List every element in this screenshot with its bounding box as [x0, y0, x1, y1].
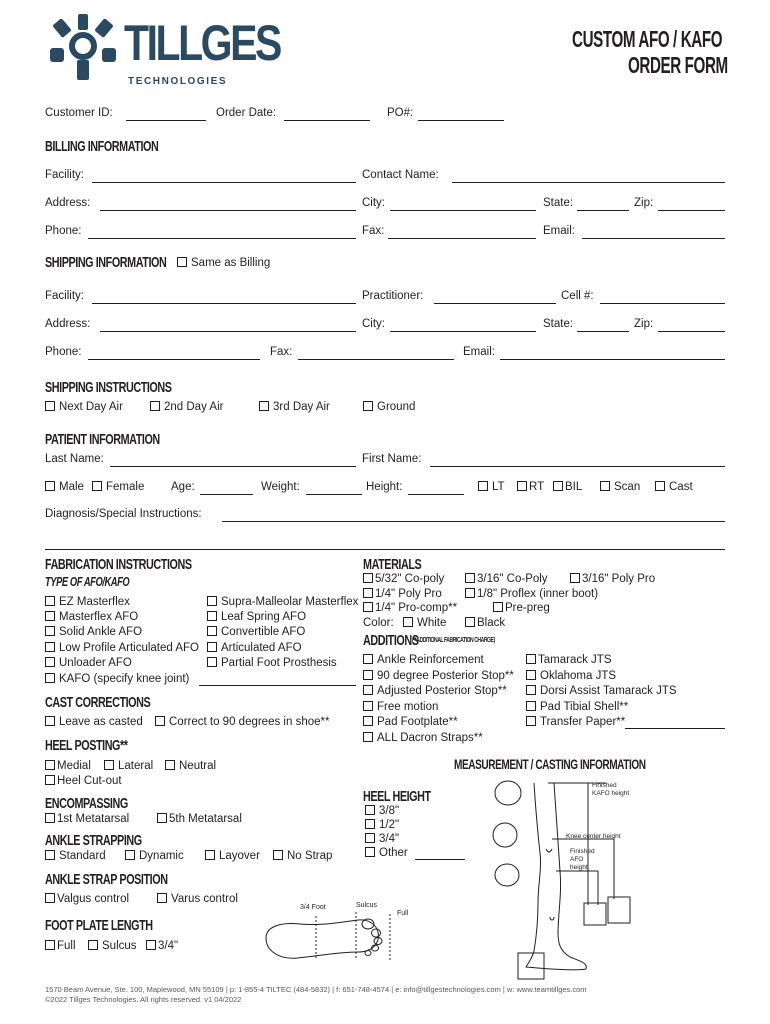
checkbox[interactable]: [88, 940, 98, 950]
shipping-zip-field[interactable]: [658, 331, 725, 332]
billing-phone-label: Phone:: [45, 225, 82, 237]
customer-id-field[interactable]: [126, 120, 206, 121]
checkbox[interactable]: [403, 617, 413, 627]
option-label: Ankle Reinforcement: [377, 654, 484, 666]
weight-label: Weight:: [261, 481, 300, 493]
option-label: Convertible AFO: [221, 626, 306, 638]
cast-option[interactable]: [655, 481, 693, 493]
logo-mark-icon: [44, 12, 122, 82]
fab-left-5[interactable]: [45, 673, 189, 685]
option-label: 1st Metatarsal: [57, 813, 130, 825]
mat-3-16-polypro[interactable]: [570, 573, 655, 585]
option-label: Pre-preg: [505, 602, 550, 614]
kafo-knee-joint-field[interactable]: [199, 685, 356, 686]
mat-1-8-proflex[interactable]: [465, 588, 598, 600]
option-label: 1/4" Poly Pro: [375, 588, 442, 600]
option-label: Medial: [57, 760, 91, 772]
option-label: Neutral: [179, 760, 217, 772]
shipping-email-label: Email:: [463, 346, 495, 358]
option-label: Adjusted Posterior Stop**: [377, 685, 507, 697]
shipping-instructions-heading: SHIPPING INSTRUCTIONS: [45, 379, 172, 396]
billing-phone-field[interactable]: [88, 238, 356, 239]
add-right-0[interactable]: [526, 654, 612, 666]
billing-email-field[interactable]: [582, 238, 725, 239]
checkbox[interactable]: [363, 573, 373, 583]
lateral-option[interactable]: [104, 760, 153, 772]
checkbox[interactable]: [45, 893, 55, 903]
add-left-1[interactable]: [363, 670, 514, 682]
checkbox[interactable]: [363, 602, 373, 612]
transfer-paper-field[interactable]: [625, 728, 725, 729]
option-label: 3rd Day Air: [273, 401, 330, 413]
add-right-2[interactable]: [526, 685, 677, 697]
add-right-3[interactable]: [526, 701, 628, 713]
checkbox[interactable]: [45, 775, 55, 785]
option-label: No Strap: [287, 850, 333, 862]
color-label: Color:: [363, 617, 394, 629]
checkbox[interactable]: [157, 813, 167, 823]
heel-height-1[interactable]: [365, 819, 399, 831]
billing-fax-label: Fax:: [362, 225, 385, 237]
checkbox[interactable]: [45, 626, 55, 636]
billing-state-label: State:: [543, 197, 574, 209]
option-label: 5th Metatarsal: [169, 813, 242, 825]
leg-measurement-diagram: [488, 775, 638, 985]
full-label: Full: [397, 910, 409, 917]
foot-plate-heading: FOOT PLATE LENGTH: [45, 917, 153, 934]
option-label: Partial Foot Prosthesis: [221, 657, 337, 669]
option-label: 5/32" Co-poly: [375, 573, 445, 585]
practitioner-label: Practitioner:: [362, 290, 424, 302]
checkbox[interactable]: [570, 573, 580, 583]
billing-city-label: City:: [362, 197, 385, 209]
rt-option[interactable]: [517, 481, 544, 493]
ankle-strapping-heading: ANKLE STRAPPING: [45, 832, 142, 849]
option-label: 1/4" Pro-comp**: [375, 602, 458, 614]
checkbox[interactable]: [92, 481, 102, 491]
correct-90-option[interactable]: [155, 716, 329, 728]
varus-option[interactable]: [157, 893, 238, 905]
checkbox[interactable]: [526, 716, 536, 726]
checkbox[interactable]: [365, 805, 375, 815]
same-as-billing-option[interactable]: [177, 257, 270, 269]
checkbox[interactable]: [478, 481, 488, 491]
option-label: Next Day Air: [59, 401, 123, 413]
cell-label: Cell #:: [561, 290, 594, 302]
checkbox[interactable]: [165, 760, 175, 770]
option-label: 3/4": [158, 940, 179, 952]
fab-left-4[interactable]: [45, 657, 132, 669]
standard-option[interactable]: [45, 850, 106, 862]
checkbox[interactable]: [45, 657, 55, 667]
full-option[interactable]: [45, 940, 76, 952]
option-label: Black: [477, 617, 506, 629]
billing-address-label: Address:: [45, 197, 91, 209]
add-right-1[interactable]: [526, 670, 616, 682]
form-title-line2: ORDER FORM: [628, 52, 728, 78]
option-label: 90 degree Posterior Stop**: [377, 670, 514, 682]
last-name-label: Last Name:: [45, 453, 104, 465]
checkbox[interactable]: [157, 893, 167, 903]
billing-city-field[interactable]: [390, 210, 536, 211]
option-label: 1/8" Proflex (inner boot): [477, 588, 599, 600]
billing-heading: BILLING INFORMATION: [45, 138, 159, 155]
shipping-state-field[interactable]: [577, 331, 629, 332]
first-name-label: First Name:: [362, 453, 422, 465]
dynamic-option[interactable]: [125, 850, 184, 862]
add-left-3[interactable]: [363, 701, 438, 713]
shipping-state-label: State:: [543, 318, 574, 330]
add-left-2[interactable]: [363, 685, 507, 697]
checkbox[interactable]: [146, 940, 156, 950]
checkbox[interactable]: [273, 850, 283, 860]
option-label: RT: [529, 481, 545, 493]
fab-right-0[interactable]: [207, 596, 358, 608]
heel-height-other[interactable]: [365, 847, 408, 859]
checkbox[interactable]: [45, 813, 55, 823]
add-right-4[interactable]: [526, 716, 625, 728]
shipping-phone-field[interactable]: [88, 359, 260, 360]
fabrication-heading: FABRICATION INSTRUCTIONS: [45, 556, 192, 573]
option-label: Heel Cut-out: [57, 775, 122, 787]
option-label: Supra-Malleolar Masterflex: [221, 596, 359, 608]
checkbox[interactable]: [45, 940, 55, 950]
checkbox[interactable]: [465, 617, 475, 627]
option-label: 3/16" Co-Poly: [477, 573, 548, 585]
checkbox[interactable]: [45, 401, 55, 411]
diagnosis-label: Diagnosis/Special Instructions:: [45, 508, 202, 520]
checkbox[interactable]: [45, 642, 55, 652]
heel-posting-heading: HEEL POSTING**: [45, 737, 128, 754]
patient-heading: PATIENT INFORMATION: [45, 431, 160, 448]
shipping-email-field[interactable]: [500, 359, 725, 360]
checkbox[interactable]: [465, 588, 475, 598]
checkbox[interactable]: [363, 716, 373, 726]
option-label: Unloader AFO: [59, 657, 132, 669]
billing-email-label: Email:: [543, 225, 575, 237]
checkbox[interactable]: [45, 673, 55, 683]
option-label: Layover: [219, 850, 260, 862]
option-label: 3/16" Poly Pro: [582, 573, 656, 585]
ground-option[interactable]: [363, 401, 415, 413]
checkbox[interactable]: [363, 670, 373, 680]
option-label: 3/8": [379, 805, 400, 817]
heel-height-2[interactable]: [365, 833, 399, 845]
option-label: Leaf Spring AFO: [221, 611, 307, 623]
billing-fax-field[interactable]: [388, 238, 536, 239]
layover-option[interactable]: [205, 850, 260, 862]
checkbox[interactable]: [207, 642, 217, 652]
footer-copyright: ©2022 Tillges Technologies. All rights reserved. v1 04/2022: [45, 995, 242, 1004]
order-date-label: Order Date:: [216, 107, 277, 119]
shipping-city-label: City:: [362, 318, 385, 330]
option-label: Full: [57, 940, 76, 952]
order-date-field[interactable]: [284, 120, 370, 121]
option-label: LT: [492, 481, 505, 493]
knee-center-label: Knee center height: [566, 833, 621, 840]
fab-left-0[interactable]: [45, 596, 130, 608]
male-option[interactable]: [45, 481, 84, 493]
fab-right-2[interactable]: [207, 626, 305, 638]
checkbox[interactable]: [465, 573, 475, 583]
sulcus-label: Sulcus: [356, 902, 378, 909]
height-label: Height:: [366, 481, 403, 493]
option-label: 2nd Day Air: [164, 401, 224, 413]
mat-pre-preg[interactable]: [493, 602, 550, 614]
second-day-air-option[interactable]: [150, 401, 223, 413]
checkbox[interactable]: [104, 760, 114, 770]
mat-3-16-copoly[interactable]: [465, 573, 548, 585]
option-label: Varus control: [171, 893, 238, 905]
fab-right-3[interactable]: [207, 642, 302, 654]
checkbox[interactable]: [205, 850, 215, 860]
checkbox[interactable]: [125, 850, 135, 860]
fab-left-2[interactable]: [45, 626, 142, 638]
form-title-line1: CUSTOM AFO / KAFO: [572, 26, 723, 52]
shipping-heading: SHIPPING INFORMATION: [45, 254, 167, 271]
checkbox[interactable]: [45, 481, 55, 491]
option-label: Transfer Paper**: [540, 716, 626, 728]
female-option[interactable]: [92, 481, 144, 493]
medial-option[interactable]: [45, 760, 91, 772]
heel-cutout-option[interactable]: [45, 775, 122, 787]
first-metatarsal-option[interactable]: [45, 813, 129, 825]
no-strap-option[interactable]: [273, 850, 332, 862]
option-label: Pad Footplate**: [377, 716, 458, 728]
cell-field[interactable]: [600, 303, 725, 304]
foot-plate-diagram: [258, 900, 408, 970]
brand-name: TILLGES: [124, 15, 280, 71]
checkbox[interactable]: [363, 732, 373, 742]
checkbox[interactable]: [363, 654, 373, 664]
weight-field[interactable]: [306, 494, 362, 495]
checkbox[interactable]: [363, 401, 373, 411]
first-name-field[interactable]: [430, 466, 725, 467]
option-label: Low Profile Articulated AFO: [59, 642, 199, 654]
heel-height-heading: HEEL HEIGHT: [363, 788, 431, 805]
practitioner-field[interactable]: [434, 303, 556, 304]
checkbox[interactable]: [150, 401, 160, 411]
shipping-address-label: Address:: [45, 318, 91, 330]
option-label: Oklahoma JTS: [540, 670, 617, 682]
checkbox[interactable]: [365, 819, 375, 829]
option-label: Lateral: [118, 760, 154, 772]
option-label: Valgus control: [57, 893, 130, 905]
option-label: KAFO (specify knee joint): [59, 673, 190, 685]
option-label: Other: [379, 847, 408, 859]
additions-note: (**ADDITIONAL FABRICATION CHARGE): [412, 637, 495, 644]
diagnosis-field-1[interactable]: [222, 521, 725, 522]
next-day-air-option[interactable]: [45, 401, 123, 413]
height-field[interactable]: [408, 494, 464, 495]
shipping-address-field[interactable]: [100, 331, 356, 332]
option-label: Ground: [377, 401, 416, 413]
leave-as-casted-option[interactable]: [45, 716, 143, 728]
sulcus-option[interactable]: [88, 940, 137, 952]
checkbox[interactable]: [207, 626, 217, 636]
fab-right-1[interactable]: [207, 611, 306, 623]
billing-facility-label: Facility:: [45, 169, 84, 181]
checkbox[interactable]: [155, 716, 165, 726]
heel-height-0[interactable]: [365, 805, 399, 817]
option-label: BIL: [565, 481, 583, 493]
materials-heading: MATERIALS: [363, 556, 422, 573]
option-label: Sulcus: [102, 940, 137, 952]
shipping-facility-label: Facility:: [45, 290, 84, 302]
valgus-option[interactable]: [45, 893, 129, 905]
checkbox[interactable]: [207, 596, 217, 606]
option-label: Dorsi Assist Tamarack JTS: [540, 685, 677, 697]
billing-address-field[interactable]: [100, 210, 356, 211]
checkbox[interactable]: [526, 654, 536, 664]
brand-sub: TECHNOLOGIES: [128, 76, 228, 87]
billing-zip-field[interactable]: [658, 210, 725, 211]
checkbox[interactable]: [600, 481, 610, 491]
age-field[interactable]: [200, 494, 253, 495]
add-left-4[interactable]: [363, 716, 458, 728]
checkbox[interactable]: [655, 481, 665, 491]
checkbox[interactable]: [207, 657, 217, 667]
checkbox[interactable]: [45, 716, 55, 726]
add-left-5[interactable]: [363, 732, 483, 744]
checkbox[interactable]: [517, 481, 527, 491]
bil-option[interactable]: [553, 481, 582, 493]
checkbox[interactable]: [493, 602, 503, 612]
checkbox[interactable]: [45, 596, 55, 606]
billing-contact-field[interactable]: [452, 182, 725, 183]
shipping-facility-field[interactable]: [92, 303, 356, 304]
footer-address: 1570 Beam Avenue, Ste. 100, Maplewood, MN 55109 | p: 1-855-4 TILTEC (484-5832) | f: 651-748-4574 | e: info@tillgestechnologies.com | w: www.teamtillges.com: [45, 985, 587, 994]
shipping-zip-label: Zip:: [634, 318, 654, 330]
checkbox[interactable]: [526, 701, 536, 711]
option-label: Male: [59, 481, 84, 493]
po-label: PO#:: [387, 107, 414, 119]
checkbox[interactable]: [259, 401, 269, 411]
option-label: Female: [106, 481, 145, 493]
checkbox[interactable]: [45, 760, 55, 770]
third-day-air-option[interactable]: [259, 401, 330, 413]
shipping-fax-field[interactable]: [298, 359, 454, 360]
fab-left-1[interactable]: [45, 611, 138, 623]
scan-option[interactable]: [600, 481, 640, 493]
option-label: 1/2": [379, 819, 400, 831]
ankle-strap-position-heading: ANKLE STRAP POSITION: [45, 871, 168, 888]
option-label: Leave as casted: [59, 716, 143, 728]
checkbox[interactable]: [526, 670, 536, 680]
option-label: Masterflex AFO: [59, 611, 139, 623]
fab-left-3[interactable]: [45, 642, 199, 654]
option-label: Tamarack JTS: [538, 654, 612, 666]
lt-option[interactable]: [478, 481, 505, 493]
checkbox[interactable]: [365, 833, 375, 843]
three-quarter-option[interactable]: [146, 940, 178, 952]
checkbox[interactable]: [363, 588, 373, 598]
billing-state-field[interactable]: [577, 210, 629, 211]
shipping-city-field[interactable]: [390, 331, 536, 332]
finished-afo-label: Finished AFO height: [570, 848, 595, 871]
encompassing-heading: ENCOMPASSING: [45, 795, 128, 812]
checkbox[interactable]: [363, 701, 373, 711]
mat-1-4-polypro[interactable]: [363, 588, 442, 600]
checkbox[interactable]: [207, 611, 217, 621]
mat-1-4-procomp[interactable]: [363, 602, 457, 614]
option-label: Dynamic: [139, 850, 184, 862]
shipping-phone-label: Phone:: [45, 346, 82, 358]
checkbox[interactable]: [45, 611, 55, 621]
color-white-option[interactable]: [403, 617, 446, 629]
option-label: Pad Tibial Shell**: [540, 701, 629, 713]
fifth-metatarsal-option[interactable]: [157, 813, 242, 825]
option-label: Solid Ankle AFO: [59, 626, 143, 638]
same-as-billing-label: Same as Billing: [191, 257, 271, 269]
checkbox[interactable]: [365, 847, 375, 857]
po-field[interactable]: [418, 120, 504, 121]
option-label: Articulated AFO: [221, 642, 302, 654]
checkbox[interactable]: [45, 850, 55, 860]
type-heading: TYPE OF AFO/KAFO: [45, 574, 130, 589]
finished-kafo-label: Finished KAFO height: [592, 782, 630, 797]
measurement-heading: MEASUREMENT / CASTING INFORMATION: [454, 756, 646, 772]
option-label: Correct to 90 degrees in shoe**: [169, 716, 330, 728]
logo: [44, 12, 294, 92]
billing-zip-label: Zip:: [634, 197, 654, 209]
additions-heading: ADDITIONS: [363, 632, 419, 649]
foot-34-label: 3/4 Foot: [300, 904, 326, 911]
billing-contact-label: Contact Name:: [362, 169, 439, 181]
last-name-field[interactable]: [110, 466, 356, 467]
billing-facility-field[interactable]: [92, 182, 356, 183]
option-label: Standard: [59, 850, 106, 862]
shipping-fax-label: Fax:: [270, 346, 293, 358]
option-label: ALL Dacron Straps**: [377, 732, 483, 744]
add-left-0[interactable]: [363, 654, 484, 666]
checkbox[interactable]: [526, 685, 536, 695]
option-label: EZ Masterflex: [59, 596, 130, 608]
checkbox[interactable]: [553, 481, 563, 491]
cast-heading: CAST CORRECTIONS: [45, 694, 151, 711]
checkbox[interactable]: [363, 685, 373, 695]
color-black-option[interactable]: [465, 617, 505, 629]
option-label: White: [417, 617, 447, 629]
option-label: Cast: [669, 481, 693, 493]
heel-height-other-field[interactable]: [415, 859, 465, 860]
customer-id-label: Customer ID:: [45, 107, 113, 119]
fab-right-4[interactable]: [207, 657, 337, 669]
option-label: Free motion: [377, 701, 439, 713]
option-label: 3/4": [379, 833, 400, 845]
same-as-billing-checkbox[interactable]: [177, 257, 187, 267]
option-label: Scan: [614, 481, 641, 493]
neutral-option[interactable]: [165, 760, 216, 772]
age-label: Age:: [171, 481, 195, 493]
diagnosis-field-2[interactable]: [45, 549, 725, 550]
mat-5-32-copoly[interactable]: [363, 573, 444, 585]
